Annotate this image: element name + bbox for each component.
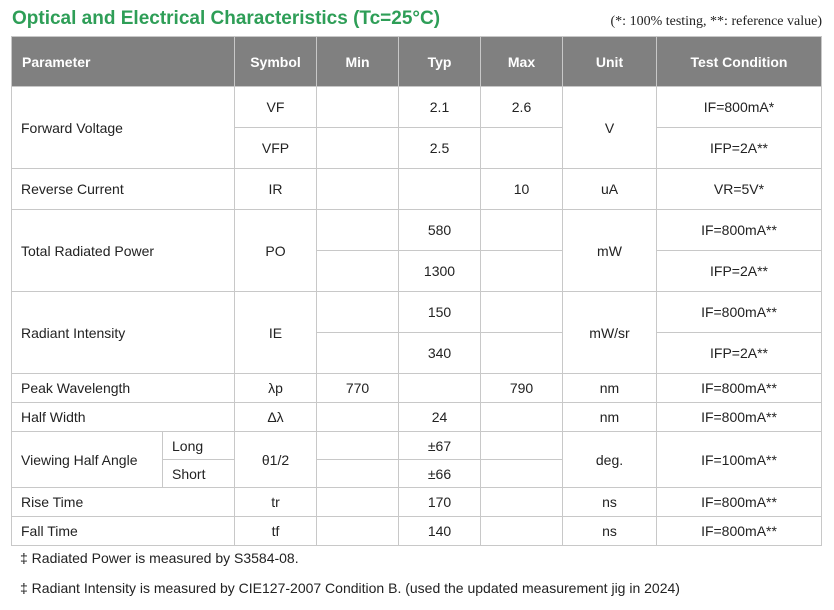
condition-cell: VR=5V* [657,169,822,210]
condition-cell: IF=800mA** [657,517,822,546]
param-reverse-current: Reverse Current [12,169,235,210]
characteristics-table [11,36,822,546]
table-row [12,374,822,403]
condition-cell: IF=800mA** [657,403,822,432]
param-fall-time: Fall Time [12,517,235,546]
min-cell [317,128,399,169]
condition-cell: IF=800mA** [657,374,822,403]
typ-cell: 2.5 [399,128,481,169]
min-cell [317,403,399,432]
table-row [12,432,822,460]
max-cell [481,460,563,488]
header-max: Max [481,37,563,87]
max-cell: 790 [481,374,563,403]
footnote-radiant-intensity: ‡ Radiant Intensity is measured by CIE127-2007 Condition B. (used the updated measurement jig in 2024) [20,580,680,596]
condition-cell: IF=800mA** [657,292,822,333]
symbol-cell: PO [235,210,317,292]
max-cell: 2.6 [481,87,563,128]
unit-cell: ns [563,488,657,517]
table-row [12,403,822,432]
typ-cell: 170 [399,488,481,517]
header-unit: Unit [563,37,657,87]
typ-cell: 24 [399,403,481,432]
min-cell [317,460,399,488]
param-forward-voltage: Forward Voltage [12,87,235,169]
typ-cell: ±66 [399,460,481,488]
typ-cell: 340 [399,333,481,374]
typ-cell: 1300 [399,251,481,292]
typ-cell: 2.1 [399,87,481,128]
table-row [12,292,822,333]
typ-cell [399,169,481,210]
symbol-cell: tf [235,517,317,546]
condition-cell: IF=100mA** [657,432,822,488]
param-radiant-intensity: Radiant Intensity [12,292,235,374]
table-row [12,210,822,251]
table-row [12,169,822,210]
condition-cell: IFP=2A** [657,251,822,292]
unit-cell: mW [563,210,657,292]
min-cell [317,488,399,517]
param-viewing-half-angle: Viewing Half Angle [12,432,163,488]
max-cell [481,128,563,169]
max-cell [481,251,563,292]
min-cell [317,87,399,128]
symbol-cell: VF [235,87,317,128]
symbol-cell: VFP [235,128,317,169]
unit-cell: ns [563,517,657,546]
max-cell: 10 [481,169,563,210]
header-typ: Typ [399,37,481,87]
table-row [12,517,822,546]
section-title: Optical and Electrical Characteristics (Tc=25°C) [12,8,441,29]
typ-cell: 580 [399,210,481,251]
unit-cell: deg. [563,432,657,488]
min-cell [317,517,399,546]
typ-cell: ±67 [399,432,481,460]
max-cell [481,333,563,374]
min-cell [317,169,399,210]
unit-cell: nm [563,374,657,403]
sub-param-short: Short [163,460,235,488]
symbol-cell: λp [235,374,317,403]
condition-cell: IF=800mA** [657,210,822,251]
param-half-width: Half Width [12,403,235,432]
header-symbol: Symbol [235,37,317,87]
max-cell [481,292,563,333]
max-cell [481,517,563,546]
table-header-row [12,37,822,87]
unit-cell: V [563,87,657,169]
min-cell [317,432,399,460]
min-cell: 770 [317,374,399,403]
param-peak-wavelength: Peak Wavelength [12,374,235,403]
condition-cell: IF=800mA* [657,87,822,128]
typ-cell: 150 [399,292,481,333]
typ-cell: 140 [399,517,481,546]
param-rise-time: Rise Time [12,488,235,517]
min-cell [317,333,399,374]
min-cell [317,210,399,251]
typ-cell [399,374,481,403]
symbol-cell: θ1/2 [235,432,317,488]
condition-cell: IFP=2A** [657,333,822,374]
param-total-radiated-power: Total Radiated Power [12,210,235,292]
min-cell [317,251,399,292]
symbol-cell: tr [235,488,317,517]
unit-cell: mW/sr [563,292,657,374]
min-cell [317,292,399,333]
sub-param-long: Long [163,432,235,460]
max-cell [481,432,563,460]
unit-cell: uA [563,169,657,210]
footnote-radiated-power: ‡ Radiated Power is measured by S3584-08. [20,550,299,566]
max-cell [481,210,563,251]
condition-cell: IFP=2A** [657,128,822,169]
condition-cell: IF=800mA** [657,488,822,517]
header-test-condition: Test Condition [657,37,822,87]
testing-legend-note: (*: 100% testing, **: reference value) [610,14,822,29]
unit-cell: nm [563,403,657,432]
symbol-cell: Δλ [235,403,317,432]
max-cell [481,403,563,432]
table-row [12,488,822,517]
symbol-cell: IR [235,169,317,210]
table-row [12,87,822,128]
symbol-cell: IE [235,292,317,374]
max-cell [481,488,563,517]
header-min: Min [317,37,399,87]
header-parameter: Parameter [12,37,235,87]
